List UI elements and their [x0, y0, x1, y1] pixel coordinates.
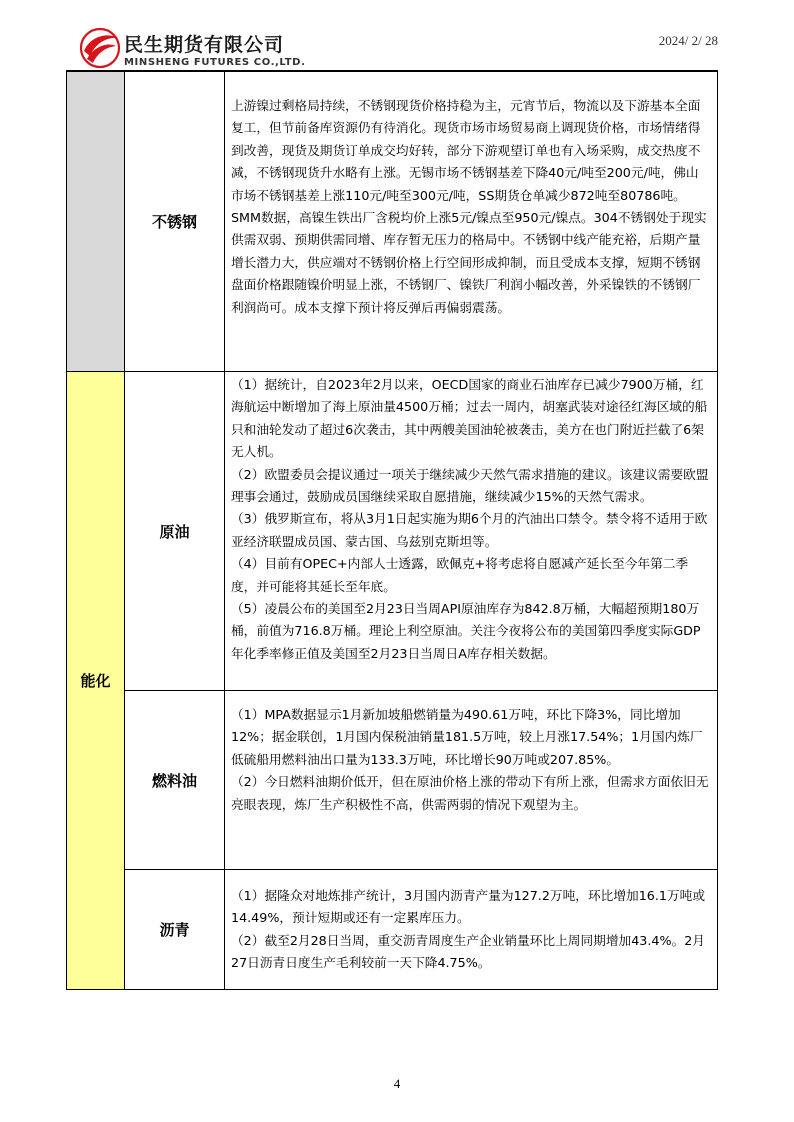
commodity-name-asphalt: 沥青 — [124, 869, 225, 990]
page-number: 4 — [393, 1076, 401, 1091]
paragraph: （1）据统计，自2023年2月以来，OECD国家的商业石油库存已减少7900万桶，红海航运中断增加了海上原油量4500万桶；过去一周内，胡塞武装对途径红海区域的船只和油轮发动了超过6次袭击，其中两艘美国油轮被袭击，美方在也门附近拦截了6架无人机。 — [231, 377, 708, 460]
category-cell-blank — [66, 71, 125, 372]
commodity-name-fuel-oil: 燃料油 — [124, 690, 225, 870]
commodity-text-fuel-oil — [224, 690, 718, 870]
paragraph: （3）俄罗斯宣布，将从3月1日起实施为期6个月的汽油出口禁令。禁令将不适用于欧亚经济联盟成员国、蒙古国、乌兹别克斯坦等。 — [231, 511, 708, 549]
paragraph: （2）截至2月28日当周，重交沥青周度生产企业销量环比上周同期增加43.4%。2月27日沥青日度生产毛利较前一天下降4.75%。 — [231, 932, 705, 971]
commodity-text-stainless-steel — [224, 71, 718, 372]
paragraph: （4）目前有OPEC+内部人士透露，欧佩克+将考虑将自愿减产延长至今年第二季度，并可能将其延长至年底。 — [231, 556, 689, 594]
commodity-name-stainless-steel: 不锈钢 — [124, 71, 225, 372]
company-name-en: MINSHENG FUTURES CO.,LTD. — [124, 57, 306, 68]
commodity-name-crude-oil: 原油 — [124, 371, 225, 691]
paragraph: （1）据隆众对地炼排产统计，3月国内沥青产量为127.2万吨，环比增加16.1万吨或14.49%，预计短期或还有一定累库压力。 — [231, 888, 706, 926]
paragraph: （5）凌晨公布的美国至2月23日当周API原油库存为842.8万桶，大幅超预期180万桶，前值为716.8万桶。理论上利空原油。关注今夜将公布的美国第四季度实际GDP年化季率修正值及美国至2月23日当周日A库存相关数据。 — [231, 601, 701, 661]
paragraph: （2）欧盟委员会提议通过一项关于继续减少天然气需求措施的建议。该建议需要欧盟理事会通过，鼓励成员国继续采取自愿措施，继续减少15%的天然气需求。 — [231, 466, 709, 505]
category-cell-energy-chemical — [66, 371, 125, 990]
report-date: 2024/ 2/ 28 — [658, 33, 718, 48]
category-label: 能化 — [80, 672, 111, 690]
paragraph: （1）MPA数据显示1月新加坡船燃销量为490.61万吨，环比下降3%，同比增加12%；据金联创，1月国内保税油销量181.5万吨，较上月涨17.54%；1月国内炼厂低硫船用燃料油出口量为133.3万吨，环比增长90万吨或207.85%。 — [231, 707, 703, 767]
commodity-text-crude-oil — [224, 371, 718, 691]
paragraph: 上游镍过剩格局持续，不锈钢现货价格持稳为主，元宵节后，物流以及下游基本全面复工，但节前备库资源仍有待消化。现货市场市场贸易商上调现货价格，市场情绪得到改善，现货及期货订单成交均好转，部分下游观望订单也有入场采购，成交热度不减，不锈钢现货升水略有上涨。无锡市场不锈钢基差下降40元/吨至200元/吨，佛山市场不锈钢基差上涨110元/吨至300元/吨，SS期货仓单减少872吨至80786吨。SMM数据，高镍生铁出厂含税均价上涨5元/镍点至950元/镍点。304不锈钢处于现实供需双弱、预期供需同增、库存暂无压力的格局中。不锈钢中线产能充裕，后期产量增长潜力大，供应端对不锈钢价格上行空间形成抑制，而且受成本支撑，短期不锈钢盘面价格跟随镍价明显上涨，不锈钢厂、镍铁厂利润小幅改善，外采镍铁的不锈钢厂利润尚可。成本支撑下预计将反弹后再偏弱震荡。 — [231, 98, 707, 315]
paragraph: （2）今日燃料油期价低开，但在原油价格上涨的带动下有所上涨，但需求方面依旧无亮眼表现，炼厂生产积极性不高，供需两弱的情况下观望为主。 — [231, 774, 709, 812]
minsheng-logo-icon — [78, 26, 122, 70]
company-name-cn: 民生期货有限公司 — [124, 34, 285, 56]
page-header — [0, 0, 794, 72]
commodity-text-asphalt — [224, 869, 718, 990]
